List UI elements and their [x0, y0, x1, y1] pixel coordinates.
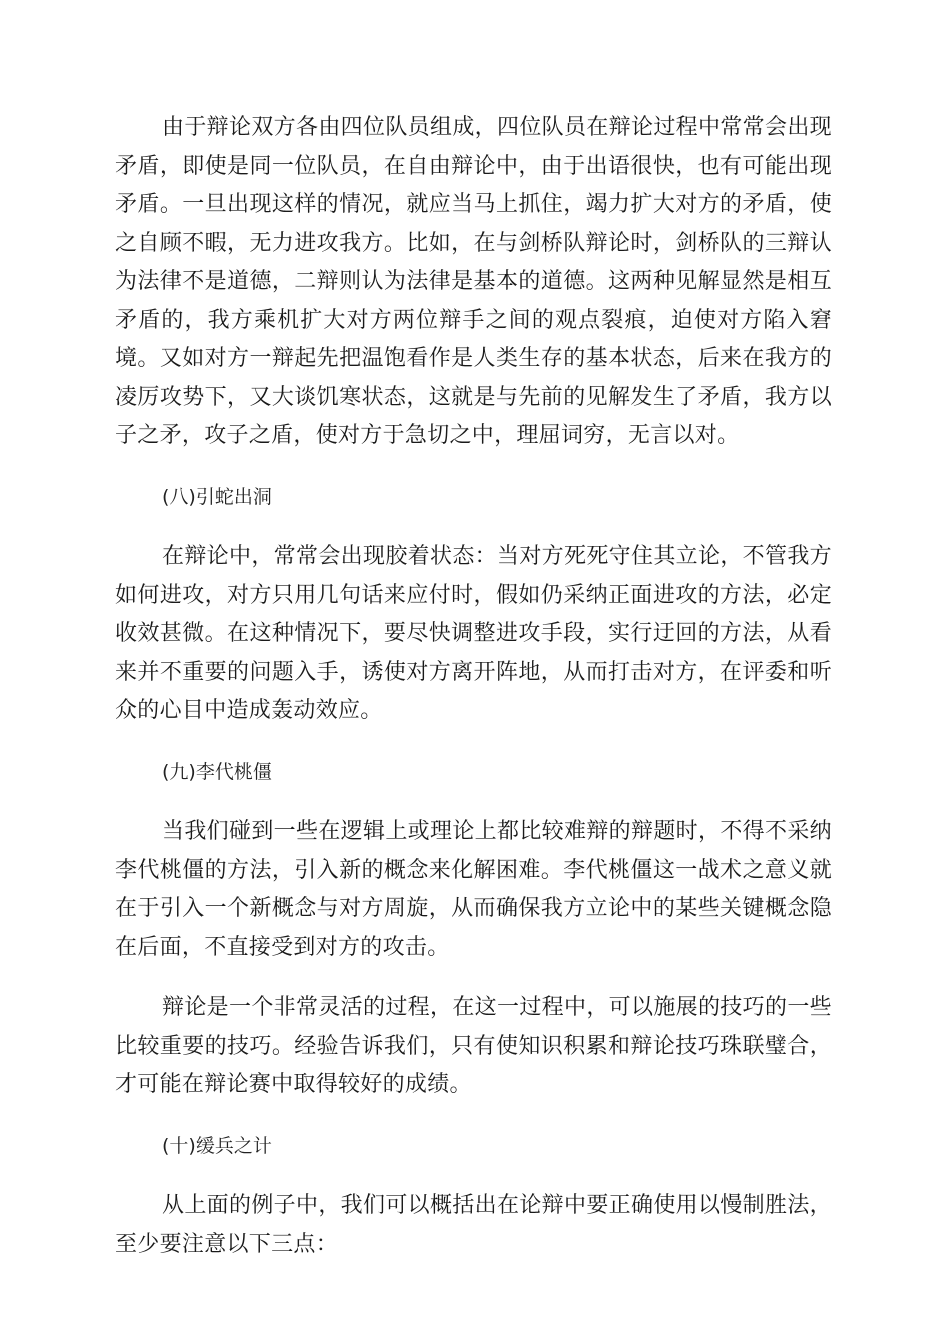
- paragraph-gap: [115, 791, 832, 813]
- paragraph-contradiction: 由于辩论双方各由四位队员组成，四位队员在辩论过程中常常会出现矛盾，即使是同一位队员，在自由辩论中，由于出语很快，也有可能出现矛盾。一旦出现这样的情况，就应当马上抓住，竭力扩大对方的矛盾，使之自顾不暇，无力进攻我方。比如，在与剑桥队辩论时，剑桥队的三辩认为法律不是道德，二辩则认为法律是基本的道德。这两种见解显然是相互矛盾的，我方乘机扩大对方两位辩手之间的观点裂痕，迫使对方陷入窘境。又如对方一辩起先把温饱看作是人类生存的基本状态，后来在我方的凌厉攻势下，又大谈饥寒状态，这就是与先前的见解发生了矛盾，我方以子之矛，攻子之盾，使对方于急切之中，理屈词穷，无言以对。: [115, 115, 832, 448]
- paragraph-gap: [115, 967, 832, 989]
- paragraph-substitution: 当我们碰到一些在逻辑上或理论上都比较难辩的辩题时，不得不采纳李代桃僵的方法，引入新的概念来化解困难。李代桃僵这一战术之意义就在于引入一个新概念与对方周旋，从而确保我方立论中的某些关键概念隐在后面，不直接受到对方的攻击。: [115, 819, 832, 960]
- paragraph-gap: [115, 456, 832, 478]
- section-heading-9: (九)李代桃僵: [162, 760, 272, 783]
- section-heading-8: (八)引蛇出洞: [162, 485, 272, 508]
- paragraph-delay-tactic: 从上面的例子中，我们可以概括出在论辩中要正确使用以慢制胜法，至少要注意以下三点：: [115, 1193, 832, 1257]
- section-heading-10: (十)缓兵之计: [162, 1134, 272, 1157]
- paragraph-gap: [115, 1165, 832, 1187]
- paragraph-gap: [115, 731, 832, 753]
- paragraph-gap: [115, 516, 832, 538]
- paragraph-lure-snake: 在辩论中，常常会出现胶着状态：当对方死死守住其立论，不管我方如何进攻，对方只用几句话来应付时，假如仍采纳正面进攻的方法，必定收效甚微。在这种情况下，要尽快调整进攻手段，实行迂回的方法，从看来并不重要的问题入手，诱使对方离开阵地，从而打击对方，在评委和听众的心目中造成轰动效应。: [115, 544, 832, 723]
- paragraph-summary: 辩论是一个非常灵活的过程，在这一过程中，可以施展的技巧的一些比较重要的技巧。经验告诉我们，只有使知识积累和辩论技巧珠联璧合，才可能在辩论赛中取得较好的成绩。: [115, 995, 832, 1097]
- paragraph-gap: [115, 1105, 832, 1127]
